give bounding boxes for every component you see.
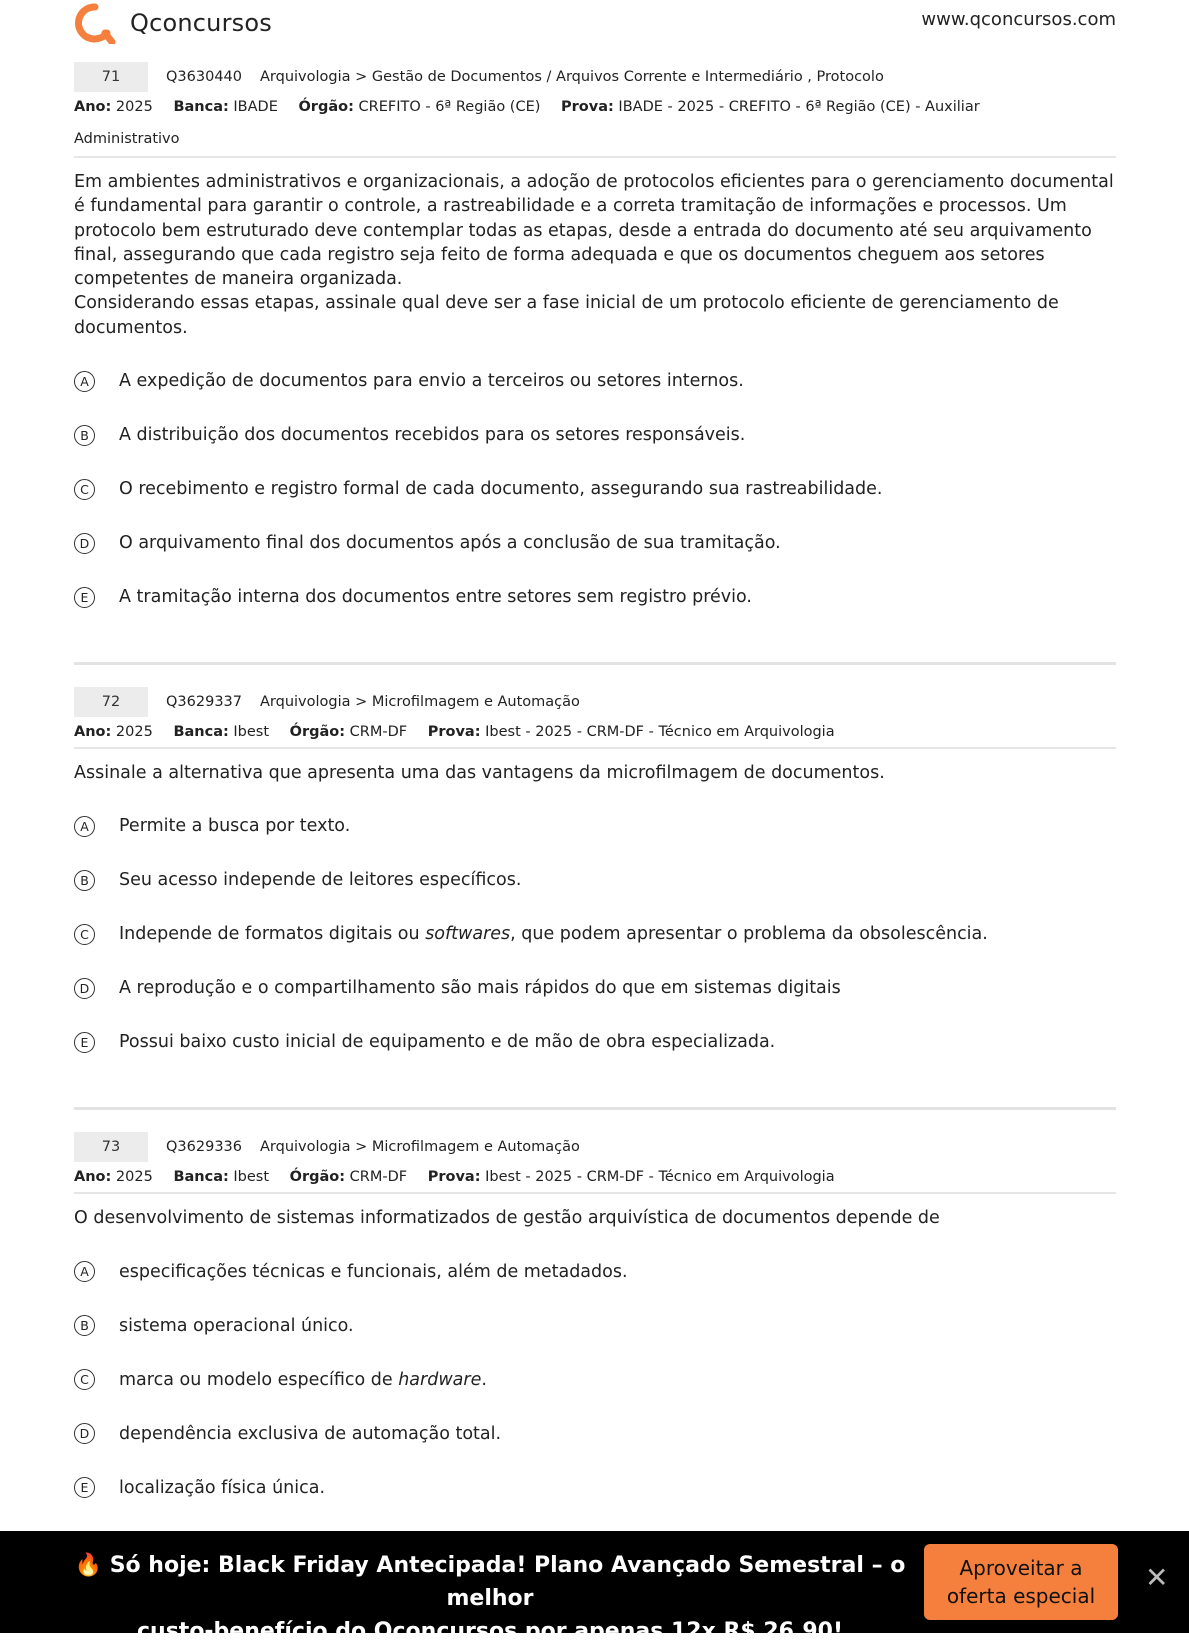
organ-label: Órgão: <box>298 99 354 115</box>
option-text: localização física única. <box>119 1477 326 1498</box>
option-letter-circle[interactable]: B <box>74 870 95 891</box>
option-d[interactable] <box>74 516 1116 570</box>
page-header <box>74 0 1116 62</box>
logo-text: Qconcursos <box>130 9 272 37</box>
question-code[interactable]: Q3629336 <box>166 1139 242 1156</box>
question-subject: Arquivologia > Gestão de Documentos / Arquivos Corrente e Intermediário , Protocolo <box>260 69 884 85</box>
options-list <box>74 799 1116 1069</box>
question-71 <box>74 62 1116 624</box>
exam-label: Prova: <box>427 724 481 741</box>
option-text: A expedição de documentos para envio a terceiros ou setores internos. <box>119 371 744 392</box>
bank-label: Banca: <box>173 724 229 741</box>
option-a[interactable] <box>74 354 1116 408</box>
options-list <box>74 354 1116 624</box>
promo-text <box>70 1549 910 1648</box>
bank-value: Ibest <box>233 1169 270 1186</box>
organ-value: CREFITO - 6ª Região (CE) <box>358 99 541 115</box>
bank-value: Ibest <box>233 724 270 741</box>
question-code[interactable]: Q3630440 <box>166 69 242 85</box>
option-letter-circle[interactable]: E <box>74 1477 95 1498</box>
question-number: 71 <box>74 62 148 92</box>
organ-label: Órgão: <box>289 1169 346 1186</box>
question-number: 73 <box>74 1132 148 1162</box>
button-label-line: oferta especial <box>946 1584 1096 1608</box>
option-letter-circle[interactable]: D <box>74 1423 95 1444</box>
option-text-emphasis: softwares <box>425 924 511 945</box>
option-text: O arquivamento final dos documentos após a conclusão de sua tramitação. <box>119 533 781 554</box>
exam-label: Prova: <box>427 1169 481 1186</box>
option-text-start: marca ou modelo específico de <box>119 1369 399 1390</box>
question-header <box>74 687 1116 717</box>
option-text-end: . <box>481 1369 487 1390</box>
option-text: Permite a busca por texto. <box>119 816 351 837</box>
promo-text-line: 🔥 Só hoje: Black Friday Antecipada! Plano Avançado Semestral – o melhor <box>74 1553 906 1611</box>
option-e[interactable] <box>74 1461 1116 1515</box>
question-statement <box>74 158 1116 340</box>
options-list <box>74 1245 1116 1515</box>
statement-paragraph: O desenvolvimento de sistemas informatizados de gestão arquivística de documentos depende de <box>74 1208 940 1229</box>
option-c[interactable] <box>74 462 1116 516</box>
option-e[interactable] <box>74 570 1116 624</box>
close-icon[interactable]: ✕ <box>1145 1561 1169 1594</box>
option-letter-circle[interactable]: D <box>74 978 95 999</box>
option-b[interactable] <box>74 1299 1116 1353</box>
question-statement <box>74 1194 1116 1230</box>
option-c[interactable] <box>74 907 1116 961</box>
year-value: 2025 <box>115 99 153 115</box>
option-c[interactable] <box>74 1353 1116 1407</box>
option-b[interactable] <box>74 408 1116 462</box>
bank-label: Banca: <box>173 99 229 115</box>
exam-value: Ibest - 2025 - CRM-DF - Técnico em Arquivologia <box>485 1169 835 1186</box>
option-b[interactable] <box>74 853 1116 907</box>
option-e[interactable] <box>74 1015 1116 1069</box>
site-url[interactable]: www.qconcursos.com <box>921 9 1116 30</box>
option-text: Seu acesso independe de leitores específicos. <box>119 870 522 891</box>
option-text-emphasis: hardware <box>398 1369 482 1390</box>
bank-value: IBADE <box>233 99 278 115</box>
qconcursos-logo-icon <box>74 2 116 44</box>
year-label: Ano: <box>74 724 112 741</box>
year-label: Ano: <box>74 1169 112 1186</box>
option-text: O recebimento e registro formal de cada documento, assegurando sua rastreabilidade. <box>119 479 883 500</box>
promo-banner <box>0 1531 1189 1644</box>
option-text: especificações técnicas e funcionais, além de metadados. <box>119 1261 628 1282</box>
question-meta <box>74 92 1116 122</box>
option-letter-circle[interactable]: C <box>74 479 95 500</box>
year-value: 2025 <box>115 1169 153 1186</box>
statement-paragraph: Assinale a alternativa que apresenta uma das vantagens da microfilmagem de documentos. <box>74 763 885 784</box>
question-statement <box>74 749 1116 785</box>
question-meta <box>74 1162 1116 1192</box>
organ-value: CRM-DF <box>349 724 408 741</box>
option-text: dependência exclusiva de automação total. <box>119 1423 502 1444</box>
question-72 <box>74 687 1116 1069</box>
promo-text-line: custo-benefício do Qconcursos por apenas 12x R$ 26,90! <box>137 1619 843 1644</box>
organ-label: Órgão: <box>289 724 346 741</box>
option-letter-circle[interactable]: A <box>74 371 95 392</box>
year-label: Ano: <box>74 99 112 115</box>
question-subject: Arquivologia > Microfilmagem e Automação <box>260 694 580 711</box>
option-letter-circle[interactable]: E <box>74 587 95 608</box>
exam-value-continued: Administrativo <box>74 131 180 147</box>
statement-paragraph: Em ambientes administrativos e organizacionais, a adoção de protocolos eficientes para o gerenciamento documental é fundamental para garantir o controle, a rastreabilidade e a correta tramitação de informações e processos. Um protocolo bem estruturado deve contemplar todas as etapas, desde a entrada do documento até seu arquivamento final, assegurando que cada registro seja feito de forma adequada e que os documentos cheguem aos setores competentes de maneira organizada. <box>74 172 1114 290</box>
organ-value: CRM-DF <box>349 1169 408 1186</box>
option-text <box>119 924 988 944</box>
option-text-start: Independe de formatos digitais ou <box>119 924 426 945</box>
option-text-end: , que podem apresentar o problema da obsolescência. <box>510 924 988 945</box>
button-label-line: Aproveitar a <box>959 1556 1083 1580</box>
option-a[interactable] <box>74 1245 1116 1299</box>
exam-value: Ibest - 2025 - CRM-DF - Técnico em Arquivologia <box>485 724 835 741</box>
question-header <box>74 62 1116 92</box>
statement-paragraph: Considerando essas etapas, assinale qual deve ser a fase inicial de um protocolo eficiente de gerenciamento de documentos. <box>74 293 1059 338</box>
question-meta <box>74 717 1116 747</box>
bank-label: Banca: <box>173 1169 229 1186</box>
page <box>74 0 1116 1515</box>
option-text: A reprodução e o compartilhamento são mais rápidos do que em sistemas digitais <box>119 978 841 999</box>
option-text: Possui baixo custo inicial de equipamento e de mão de obra especializada. <box>119 1032 776 1053</box>
exam-label: Prova: <box>561 99 614 115</box>
option-d[interactable] <box>74 961 1116 1015</box>
option-letter-circle[interactable]: B <box>74 425 95 446</box>
question-number: 72 <box>74 687 148 717</box>
year-value: 2025 <box>115 724 153 741</box>
special-offer-button[interactable] <box>924 1544 1118 1620</box>
logo[interactable] <box>74 2 272 44</box>
option-letter-circle[interactable]: A <box>74 1261 95 1282</box>
question-header <box>74 1132 1116 1162</box>
option-text: sistema operacional único. <box>119 1315 354 1336</box>
option-letter-circle[interactable]: E <box>74 1032 95 1053</box>
option-letter-circle[interactable]: B <box>74 1315 95 1336</box>
option-text: A distribuição dos documentos recebidos para os setores responsáveis. <box>119 425 746 446</box>
option-letter-circle[interactable]: A <box>74 816 95 837</box>
option-letter-circle[interactable]: D <box>74 533 95 554</box>
option-a[interactable] <box>74 799 1116 853</box>
option-d[interactable] <box>74 1407 1116 1461</box>
question-subject: Arquivologia > Microfilmagem e Automação <box>260 1139 580 1156</box>
exam-value: IBADE - 2025 - CREFITO - 6ª Região (CE) - Auxiliar <box>618 99 980 115</box>
question-73 <box>74 1132 1116 1514</box>
option-text: A tramitação interna dos documentos entre setores sem registro prévio. <box>119 587 752 608</box>
question-code[interactable]: Q3629337 <box>166 694 242 711</box>
option-letter-circle[interactable]: C <box>74 924 95 945</box>
option-letter-circle[interactable]: C <box>74 1369 95 1390</box>
option-text <box>119 1370 487 1390</box>
